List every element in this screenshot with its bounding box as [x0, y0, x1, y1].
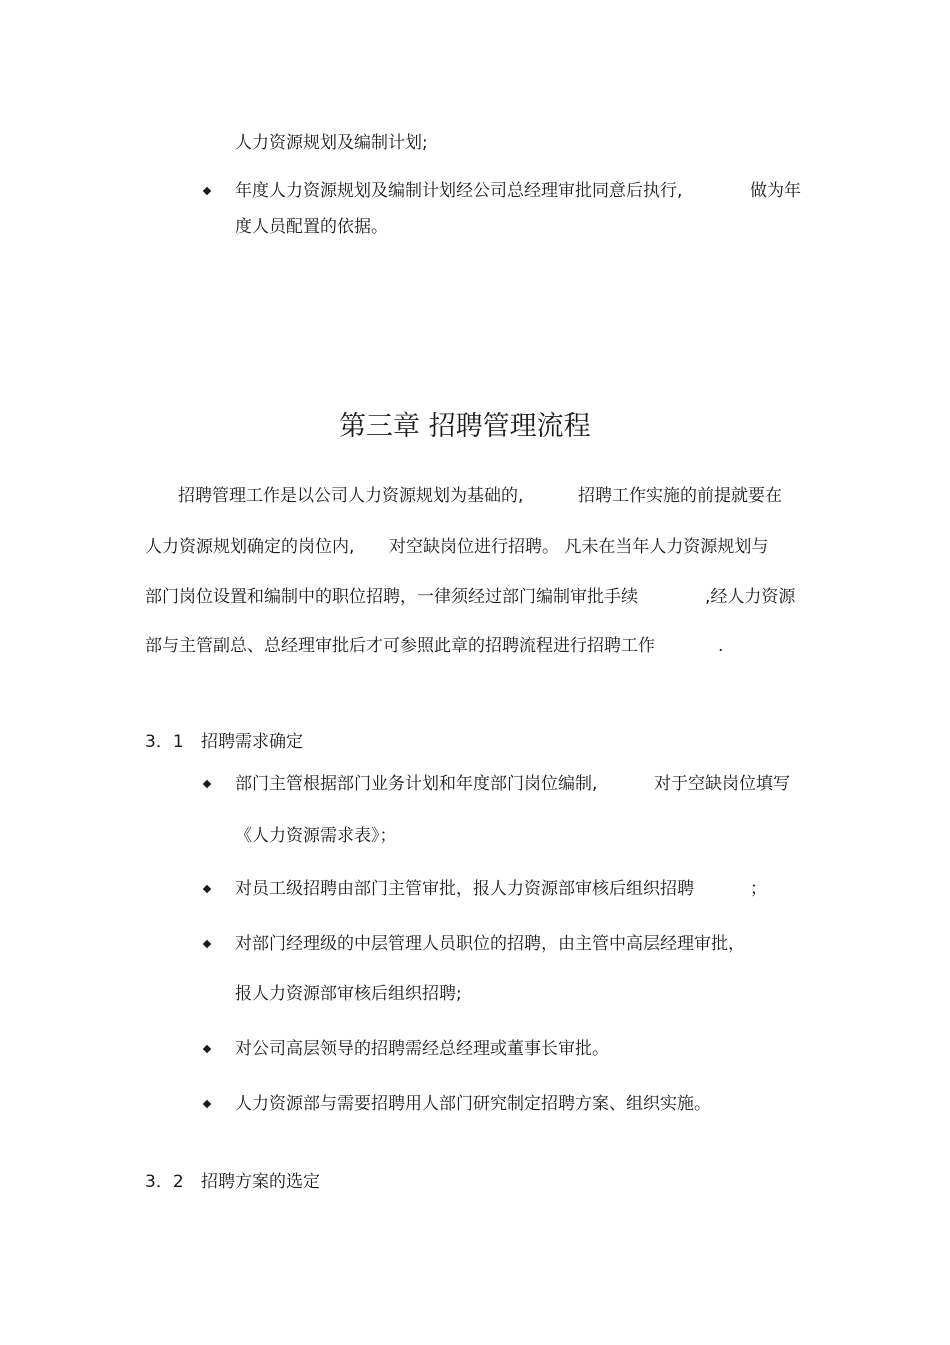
paragraph-line: 对空缺岗位进行招聘。 凡未在当年人力资源规划与 — [389, 537, 769, 557]
bullet-diamond-icon — [203, 940, 211, 948]
paragraph-line: 人力资源规划确定的岗位内, — [145, 537, 355, 557]
chapter-title: 第三章 招聘管理流程 — [339, 411, 591, 442]
paragraph-line: ,经人力资源 — [705, 587, 796, 607]
list-item: 人力资源部与需要招聘用人部门研究制定招聘方案、组织实施。 — [235, 1094, 711, 1114]
text-line: 度人员配置的依据。 — [235, 217, 388, 237]
list-item: 对公司高层领导的招聘需经总经理或董事长审批。 — [235, 1039, 609, 1059]
list-item: 对部门经理级的中层管理人员职位的招聘，由主管中高层经理审批， — [235, 934, 745, 954]
section-heading: 招聘需求确定 — [201, 732, 303, 752]
bullet-diamond-icon — [203, 885, 211, 893]
list-item: 《人力资源需求表》； — [235, 826, 397, 846]
list-item: 部门主管根据部门业务计划和年度部门岗位编制, — [235, 774, 598, 794]
paragraph-line: 部与主管副总、总经理审批后才可参照此章的招聘流程进行招聘工作 — [145, 636, 655, 656]
text-line: 年度人力资源规划及编制计划经公司总经理审批同意后执行, — [235, 181, 683, 201]
list-item: 对于空缺岗位填写 — [654, 774, 790, 794]
list-item: ； — [750, 879, 767, 899]
paragraph-line: 招聘管理工作是以公司人力资源规划为基础的, — [178, 486, 524, 506]
bullet-diamond-icon — [203, 1100, 211, 1108]
bullet-diamond-icon — [203, 780, 211, 788]
section-number: 3．2 — [145, 1172, 184, 1192]
text-line: 人力资源规划及编制计划; — [235, 133, 428, 153]
paragraph-line: . — [718, 636, 724, 656]
list-item: 报人力资源部审核后组织招聘; — [235, 984, 462, 1004]
bullet-diamond-icon — [203, 1045, 211, 1053]
section-heading: 招聘方案的选定 — [201, 1172, 320, 1192]
section-number: 3．1 — [145, 732, 184, 752]
bullet-diamond-icon — [203, 187, 211, 195]
paragraph-line: 招聘工作实施的前提就要在 — [578, 486, 782, 506]
list-item: 对员工级招聘由部门主管审批，报人力资源部审核后组织招聘 — [235, 879, 694, 899]
paragraph-line: 部门岗位设置和编制中的职位招聘，一律须经过部门编制审批手续 — [145, 587, 638, 607]
text-line: 做为年 — [750, 181, 801, 201]
